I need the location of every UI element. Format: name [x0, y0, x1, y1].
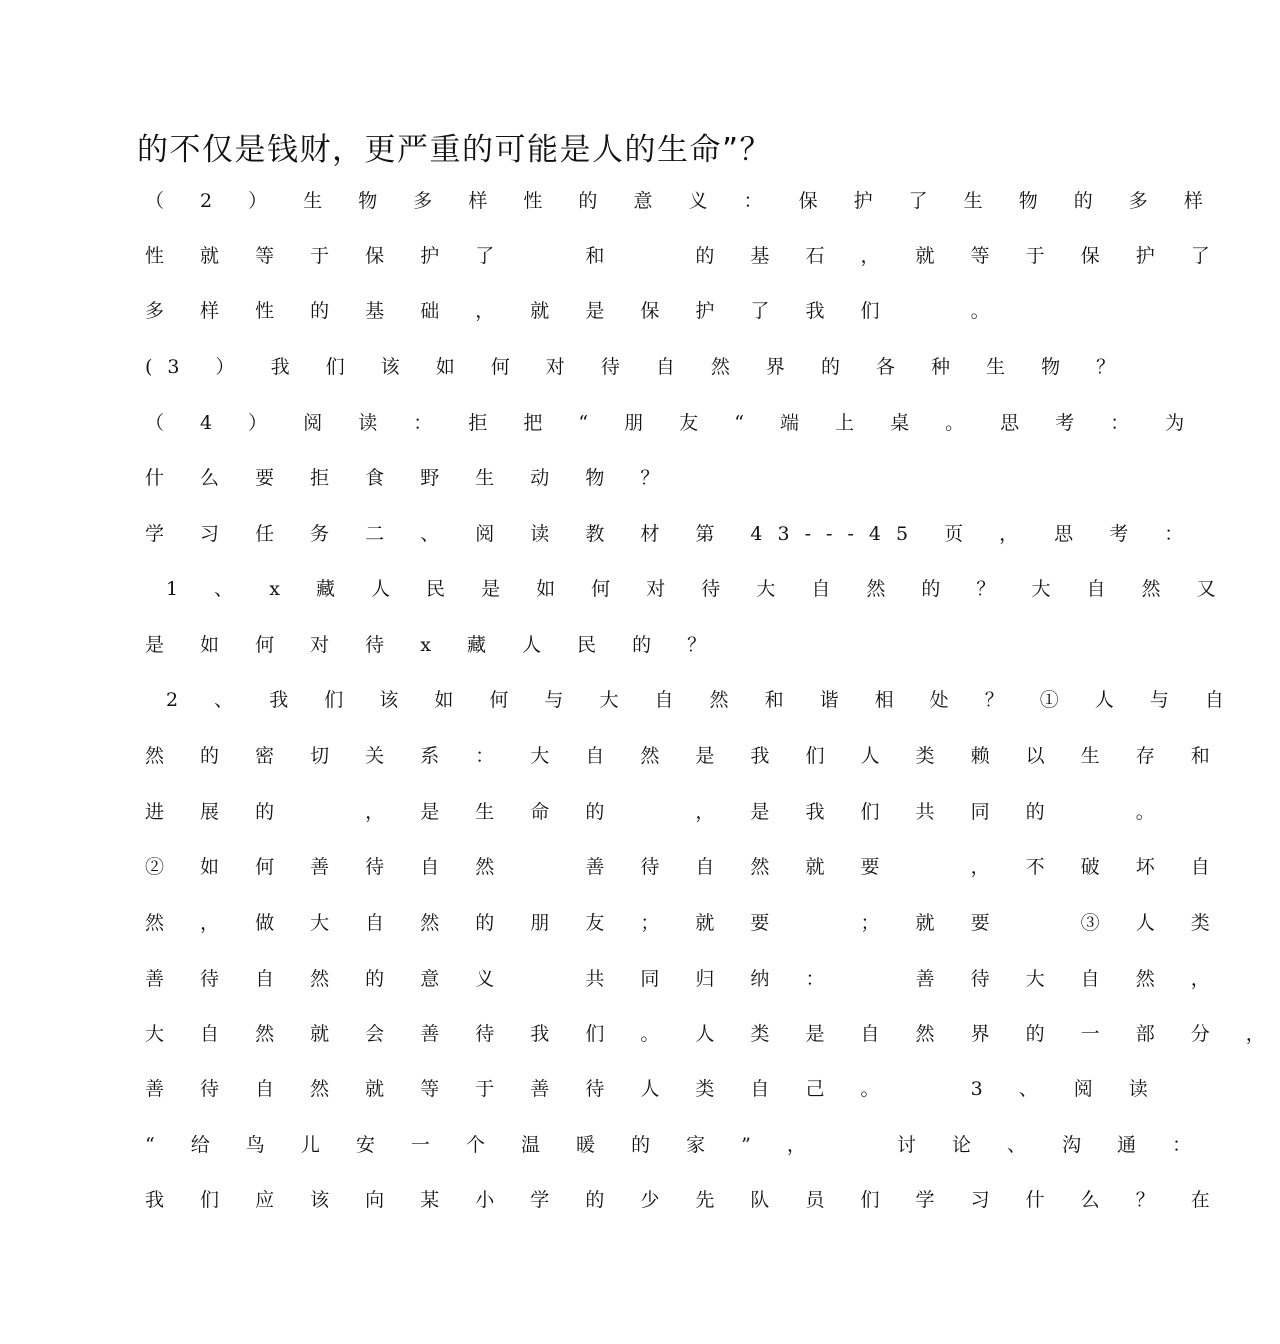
text-line: 进 展 的 ， 是 生 命 的 ， 是 我 们 共 同 的 。	[145, 801, 1170, 823]
text-line: 我 们 应 该 向 某 小 学 的 少 先 队 员 们 学 习 什 么 ？ 在	[145, 1189, 1225, 1211]
text-line: 然 的 密 切 关 系 ： 大 自 然 是 我 们 人 类 赖 以 生 存 和	[145, 745, 1225, 767]
text-line: 大 自 然 就 会 善 待 我 们 。 人 类 是 自 然 界 的 一 部 分 ，	[145, 1023, 1280, 1045]
text-line: 2 、 我 们 该 如 何 与 大 自 然 和 谐 相 处 ？ ① 人 与 自	[145, 689, 1239, 711]
text-line: 多 样 性 的 基 础 ， 就 是 保 护 了 我 们 。	[145, 300, 1005, 322]
text-line: 善 待 自 然 就 等 于 善 待 人 类 自 己 。 3 、 阅 读	[145, 1078, 1163, 1100]
text-line: （ 2 ） 生 物 多 样 性 的 意 义 ： 保 护 了 生 物 的 多 样	[145, 190, 1218, 212]
text-line: “ 给 鸟 儿 安 一 个 温 暖 的 家 ” ， 讨 论 、 沟 通 ：	[145, 1134, 1207, 1156]
page-heading: 的不仅是钱财，更严重的可能是人的生命”？	[137, 132, 773, 168]
text-line: 什 么 要 拒 食 野 生 动 物 ？	[145, 467, 675, 489]
text-line: (3 ） 我 们 该 如 何 对 待 自 然 界 的 各 种 生 物 ？	[145, 356, 1131, 378]
text-line: （ 4 ） 阅 读 ： 拒 把 “ 朋 友 “ 端 上 桌 。 思 考 ： 为	[145, 412, 1200, 434]
text-line: 学 习 任 务 二 、 阅 读 教 材 第 43---45 页 ， 思 考 ：	[145, 523, 1199, 545]
text-line: ② 如 何 善 待 自 然 善 待 自 然 就 要 ， 不 破 坏 自	[145, 856, 1225, 878]
text-line: 善 待 自 然 的 意 义 共 同 归 纳 ： 善 待 大 自 然 ，	[145, 968, 1225, 990]
text-line: 性 就 等 于 保 护 了 和 的 基 石 ， 就 等 于 保 护 了	[145, 245, 1225, 267]
text-line: 是 如 何 对 待 x 藏 人 民 的 ？	[145, 634, 722, 656]
text-line: 1 、 x 藏 人 民 是 如 何 对 待 大 自 然 的 ？ 大 自 然 又	[145, 578, 1231, 600]
text-line: 然 ， 做 大 自 然 的 朋 友 ； 就 要 ； 就 要 ③ 人 类	[145, 912, 1225, 934]
